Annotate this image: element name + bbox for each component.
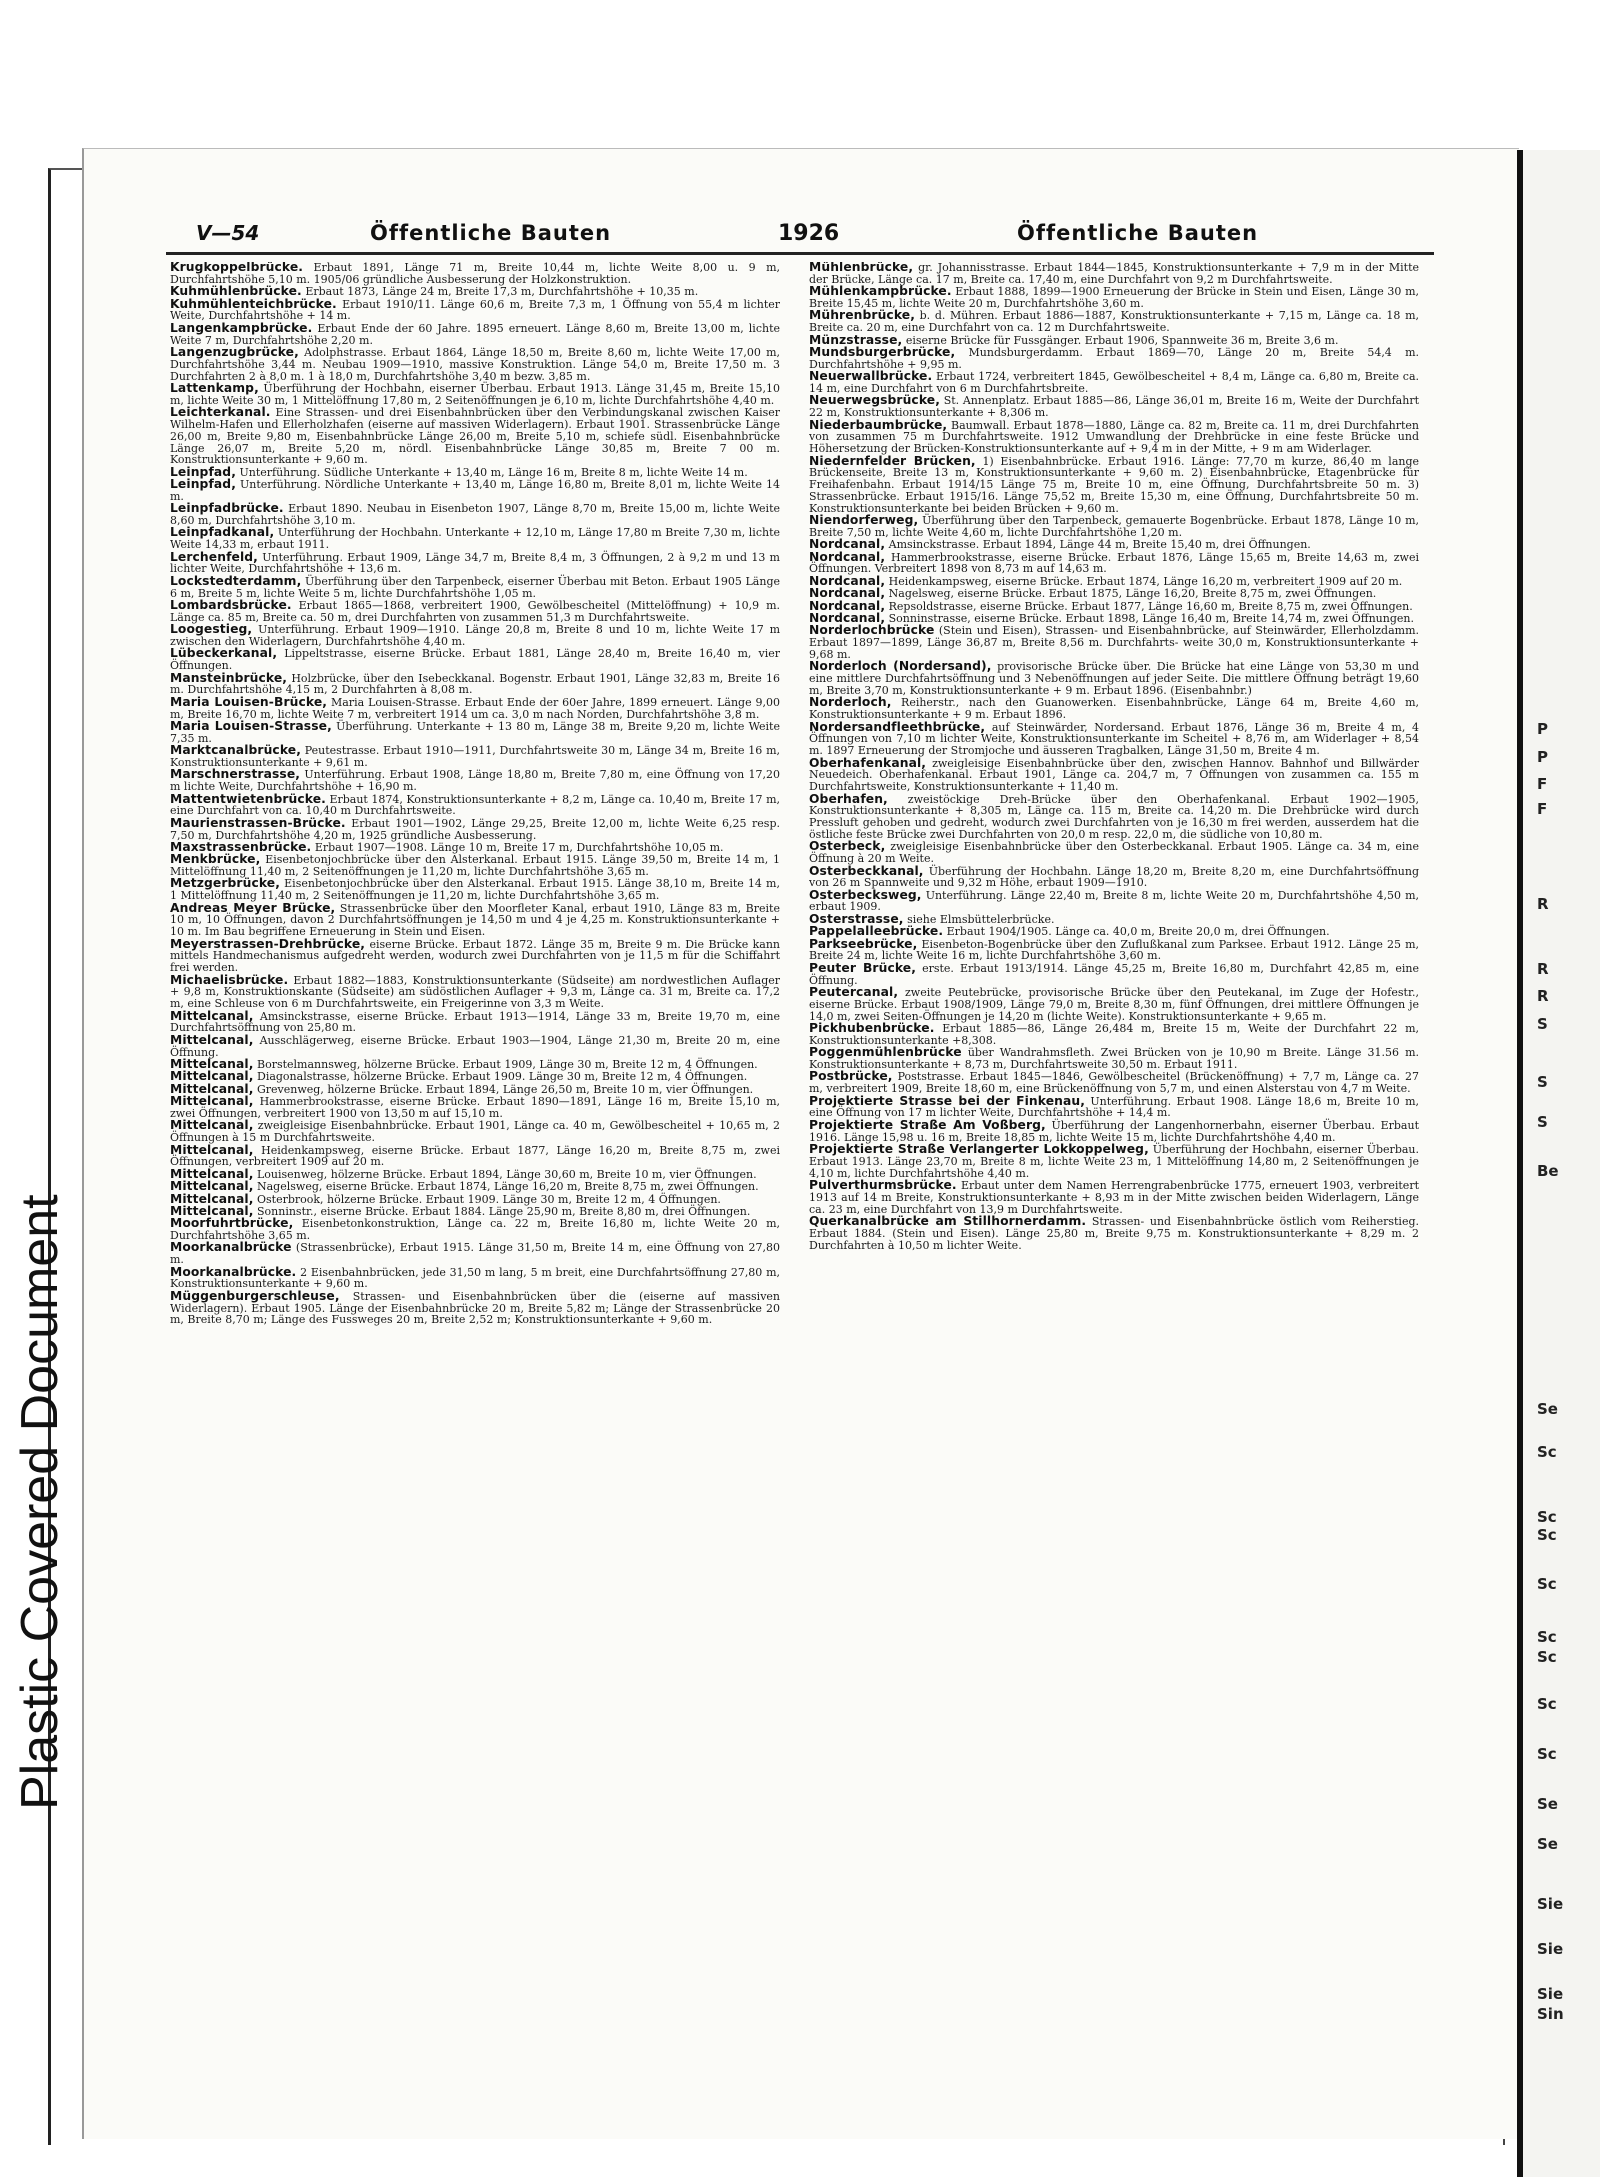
entry-text: Erbaut 1904/1905. Länge ca. 40,0 m, Breite 20,0 m, drei Öffnungen. [946,925,1330,939]
edge-letter: F [1537,775,1548,793]
entry-headword: Poggenmühlenbrücke [809,1045,962,1060]
edge-letter: F [1537,800,1548,818]
entry-text: Diagonalstrasse, hölzerne Brücke. Erbaut 1909. Länge 30 m, Breite 12 m, 4 Öffnungen. [257,1070,748,1084]
entry-headword: Leinpfadkanal, [170,525,275,540]
entry-text: über Wandrahmsfleth. Zwei Brücken von je 10,90 m Breite. Länge 31.56 m. Konstruktionsunterkante + 8,73 m, Durchfahrtsweite 30,50 m. Erbaut 1911. [809,1046,1419,1071]
entry [170,573,780,600]
entry-headword: Mühlenkampbrücke. [809,284,952,299]
entry-text: Maria Louisen-Strasse. Erbaut Ende der 60er Jahre, 1899 erneuert. Länge 9,00 m, Breite 16,70 m, lichte Weite 7 m, verbreitert 1914 um ca. 3,0 m nach Norden, Durchfahrtshöhe 3,8 m. [170,695,780,721]
entry-text: erste. Erbaut 1913/1914. Länge 45,25 m, Breite 16,80 m, Durchfahrt 42,85 m, eine Öffnung. [809,961,1419,987]
entry-headword: Oberhafenkanal, [809,755,927,770]
entry [809,1093,1419,1120]
entry-text: zweigleisige Eisenbahnbrücke über den Osterbeckkanal. Erbaut 1905. Länge ca. 34 m, eine Öffnung à 20 m Weite. [809,840,1419,866]
entry [170,503,780,527]
entry-text: Überführung über den Tarpenbeck, gemauerte Bogenbrücke. Erbaut 1878, Länge 10 m, Breite 7,50 m, lichte Weite 4,60 m, lichte Durchfahrtshöhe 1,20 m. [809,514,1419,539]
entry-text: Erbaut 1891, Länge 71 m, Breite 10,44 m, lichte Weite 8,00 u. 9 m, Durchfahrtshöhe 5,10 m. 1905/06 gründliche Ausbesserung der Holzkonstruktion. [170,262,780,286]
entry-headword: Mittelcanal, [170,1032,254,1047]
entry-headword: Nordersandfleethbrücke, [809,719,986,734]
entry [809,417,1419,456]
entry-headword: Osterstrasse, [809,911,904,926]
entry-text: Hammerbrookstrasse, eiserne Brücke. Erbaut 1890—1891, Länge 16 m, Breite 15,10 m, zwei Öffnungen, verbreitert 1900 von 13,50 m auf 15,10 m. [170,1095,780,1120]
entry [170,527,780,551]
entry-text: Amsinckstrasse. Erbaut 1894, Länge 44 m, Breite 15,40 m, drei Öffnungen. [888,538,1311,552]
entry [170,745,780,769]
entry-text: Erbaut 1907—1908. Länge 10 m, Breite 17 m, Durchfahrtshöhe 10,05 m. [314,840,724,854]
entry [170,854,780,878]
entry [170,296,780,323]
entry [809,987,1419,1022]
entry-headword: Leinpfad, [170,477,236,492]
entry-text: Amsinckstrasse, eiserne Brücke. Erbaut 1913—1914, Länge 33 m, Breite 19,70 m, eine Durchfahrtsöffnung von 25,80 m. [170,1009,780,1035]
entry-text: eiserne Brücke für Fussgänger. Erbaut 1906, Spannweite 36 m, Breite 3,6 m. [905,333,1339,347]
entry [170,1191,780,1206]
header-year: 1926 [778,221,840,246]
entry-text: Heidenkampsweg, eiserne Brücke. Erbaut 1874, Länge 16,20 m, verbreitert 1909 auf 20 m. [888,574,1403,588]
entry-headword: Müggenburgerschleuse, [170,1288,340,1303]
entry-text: (Strassenbrücke), Erbaut 1915. Länge 31,50 m, Breite 14 m, eine Öffnung von 27,80 m. [170,1241,780,1267]
entry-text: provisorische Brücke über. Die Brücke hat eine Länge von 53,30 m und eine mittlere Durchfahrtsöffnung und 3 Nebenöffnungen auf jeder Seite. Die mittlere Öffnung beträgt 19,60 m, Breite 3,70 m, Konstruktionsunterkante + 9 m. Erbaut 1896. (Eisenbahnbr.) [809,660,1419,697]
entry-text: Grevenweg, hölzerne Brücke. Erbaut 1894, Länge 26,50 m, Breite 10 m, vier Öffnungen. [257,1082,754,1096]
entry-text: Nagelsweg, eiserne Brücke. Erbaut 1875, Länge 16,20, Breite 8,75 m, zwei Öffnungen. [888,587,1377,601]
entry-headword: Maria Louisen-Strasse, [170,718,332,733]
entry-headword: Pulverthurmsbrücke. [809,1177,957,1192]
entry [809,1023,1419,1047]
entry-text: Nagelsweg, eiserne Brücke. Erbaut 1874, Länge 16,20 m, Breite 8,75 m, zwei Öffnungen. [257,1180,759,1194]
entry-text: Erbaut 1882—1883, Konstruktionsunterkante (Südseite) am nordwestlichen Auflager + 9,8 m, Konstruktionskante (Südseite) am südöstlichen Auflager + 9,3 m, Länge ca. 31 m, Breite ca. 17,2 m, eine Schleuse von 6 m Durchfahrtsweite, ein Freigerinne von 3,3 m Weite. [170,973,780,1011]
entry-headword: Nordcanal, [809,549,886,564]
entry-text: Louisenweg, hölzerne Brücke. Erbaut 1894, Länge 30,60 m, Breite 10 m, vier Öffnungen. [257,1167,757,1181]
entry-headword: Mittelcanal, [170,1094,254,1109]
entry [170,1120,780,1144]
adjacent-page-edge [1517,150,1600,2177]
entry [809,841,1419,865]
entry-headword: Nordcanal, [809,598,886,613]
entry-text: b. d. Mühren. Erbaut 1886—1887, Konstruktionsunterkante + 7,15 m, Länge ca. 18 m, Breite ca. 20 m, eine Durchfahrt von ca. 12 m Durchfahrtsweite. [809,309,1419,335]
edge-letter: Sc [1537,1648,1557,1666]
entry-text: eiserne Brücke. Erbaut 1872. Länge 35 m, Breite 9 m. Die Brücke kann mittels Handmechanismus aufgedreht werden, wodurch zwei Durchfahrten von je 11,5 m für die Schiffahrt frei werden. [170,937,780,975]
entry [809,453,1419,515]
entry-text: Überführung der Hochbahn, eiserner Überbau. Erbaut 1913. Länge 23,70 m, Breite 8 m, lichte Weite 23 m, 1 Mittelöffnung 14,80 m, 2 Seitenöffnungen je 4,10 m, lichte Durchfahrtshöhe 4,40 m. [809,1142,1419,1180]
entry-text: Erbaut 1888, 1899—1900 Erneuerung der Brücke in Stein und Eisen, Länge 30 m, Breite 15,45 m, lichte Weite 20 m, Durchfahrtshöhe 3,60 m. [809,285,1419,310]
entry-headword: Moorfuhrtbrücke, [170,1216,294,1231]
entry-text: zweigleisige Eisenbahnbrücke über den, zwischen Hannov. Bahnhof und Billwärder Neuedeich. Oberhafenkanal. Erbaut 1901, Länge ca. 204,7 m, 7 Öffnungen von zusammen ca. 155 m Durchfahrtsweite, Konstruktionsunterkante + 11,40 m. [809,756,1419,794]
edge-letter: R [1537,960,1549,978]
entry [170,1142,780,1169]
entry [170,464,780,479]
entry [170,549,780,576]
entry-headword: Lübeckerkanal, [170,646,278,661]
entry-text: Erbaut Ende der 60 Jahre. 1895 erneuert. Länge 8,60 m, Breite 13,00 m, lichte Weite 7 m, Durchfahrtshöhe 2,20 m. [170,321,780,347]
entry-text: Sonninstrasse, eiserne Brücke. Erbaut 1898, Länge 16,40 m, Breite 14,74 m, zwei Öffnungen. [888,612,1414,626]
edge-letter: P [1537,748,1548,766]
entry-text: Strassen- und Eisenbahnbrücken über die (eiserne auf massiven Widerlagern). Erbaut 1905. Länge der Eisenbahnbrücke 20 m, Breite 5,82 m; Länge der Strassenbrücke 20 m, Breite 8,70 m; Länge des Fussweges 20 m, Breite 2,52 m; Konstruktionsunterkante + 9,60 m. [170,1289,780,1327]
entry-text: Eisenbetonjochbrücke über den Alsterkanal. Erbaut 1915. Länge 38,10 m, Breite 14 m, 1 Mittelöffnung 11,40 m, 2 Seitenöffnungen je 11,20 m, lichte Durchfahrtshöhe 3,65 m. [170,877,780,903]
entry-text: Lippeltstrasse, eiserne Brücke. Erbaut 1881, Länge 28,40 m, Breite 16,40 m, vier Öffnungen. [170,647,780,673]
entry [170,1242,780,1266]
entry-headword: Mittelcanal, [170,1203,254,1218]
entry-headword: Mittelcanal, [170,1118,254,1133]
entry-text: Unterführung. Länge 22,40 m, Breite 8 m, lichte Weite 20 m, Durchfahrtshöhe 4,50 m, erbaut 1909. [809,888,1419,914]
entry-headword: Andreas Meyer Brücke, [170,900,336,915]
entry [170,769,780,793]
entry-text: Unterführung. Nördliche Unterkante + 13,40 m, Länge 16,80 m, Breite 8,01 m, lichte Weite 14 m. [170,478,780,503]
entry-text: Überführung der Hochbahn, eiserner Überbau. Erbaut 1913. Länge 31,45 m, Breite 15,10 m, lichte Weite 30 m, 1 Mittelöffnung 17,80 m, 2 Seitenöffnungen je 6,10 m, lichte Durchfahrtshöhe 4,40 m. [170,381,780,407]
entry-headword: Norderlochbrücke [809,623,935,638]
entry-text: Hammerbrookstrasse, eiserne Brücke. Erbaut 1876, Länge 15,65 m, Breite 14,63 m, zwei Öffnungen. Verbreitert 1898 von 8,73 m auf 14,63 m. [809,550,1419,576]
entry-text: Unterführung. Erbaut 1909—1910. Länge 20,8 m, Breite 8 und 10 m, lichte Weite 17 m zwischen den Widerlagern, Durchfahrtshöhe 4,40 m. [170,623,780,649]
edge-letter: Se [1537,1835,1558,1853]
entry-text: Osterbrook, hölzerne Brücke. Erbaut 1909. Länge 30 m, Breite 12 m, 4 Öffnungen. [257,1192,721,1206]
edge-letter: Se [1537,1795,1558,1813]
entry-headword: Leinpfad, [170,464,236,479]
entry [809,863,1419,890]
entry-headword: Niendorferweg, [809,513,919,528]
right-column [809,262,1419,2102]
entry [809,661,1419,696]
entry-headword: Nordcanal, [809,586,886,601]
edge-letter: R [1537,895,1549,913]
entry-headword: Meyerstrassen-Drehbrücke, [170,936,366,951]
entry [170,878,780,902]
entry [170,972,780,1011]
entry-text: Erbaut 1890. Neubau in Eisenbeton 1907, Länge 8,70 m, Breite 15,00 m, lichte Weite 8,60 m, Durchfahrtshöhe 3,10 m. [170,502,780,528]
entry-headword: Maurienstrassen-Brücke. [170,815,346,830]
entry [809,936,1419,963]
entry-text: Sonninstr., eiserne Brücke. Erbaut 1884. Länge 25,90 m, Breite 8,80 m, drei Öffnungen. [257,1204,751,1218]
edge-letter: Sc [1537,1745,1557,1763]
entry-text: Erbaut 1873, Länge 24 m, Breite 17,3 m, Durchfahrtshöhe + 10,35 m. [305,285,699,299]
entry-headword: Lattenkamp, [170,380,259,395]
edge-letter: Sc [1537,1508,1557,1526]
entry-headword: Kuhmühlenteichbrücke. [170,296,337,311]
entry-headword: Parkseebrücke, [809,936,918,951]
entry-text: Strassen- und Eisenbahnbrücke östlich vom Reiherstieg. Erbaut 1884. (Stein und Eisen). Länge 25,80 m, Breite 9,75 m. Konstruktionsunterkante + 8,29 m. 2 Durchfahrten à 10,50 m lichter Weite. [809,1214,1419,1252]
edge-letter: Be [1537,1162,1559,1180]
entry-text: Holzbrücke, über den Isebeckkanal. Bogenstr. Erbaut 1901, Länge 32,83 m, Breite 16 m. Durchfahrtshöhe 4,15 m, 2 Durchfahrten à 8,08 m. [170,671,780,697]
entry-headword: Lockstedterdamm, [170,573,302,588]
entry [170,1032,780,1059]
entry [170,1166,780,1181]
entry-headword: Oberhafen, [809,791,888,806]
entry-headword: Leichterkanal. [170,405,271,420]
entry-text: Überführung der Hochbahn. Länge 18,20 m, Breite 8,20 m, eine Durchfahrtsöffnung von 26 m Spannweite und 9,32 m Höhe, erbaut 1909—1910. [809,864,1419,890]
header-rule [166,252,1434,255]
entry-text: Borstelmannsweg, hölzerne Brücke. Erbaut 1909, Länge 30 m, Breite 12 m, 4 Öffnungen. [257,1058,758,1071]
page-header [196,221,1422,253]
entry [809,1071,1419,1095]
entry [170,380,780,407]
entry-headword: Pappelalleebrücke. [809,924,944,939]
entry [170,320,780,347]
header-title-left: Öffentliche Bauten [370,221,612,245]
entry-text: Erbaut unter dem Namen Herrengrabenbrücke 1775, erneuert 1903, verbreitert 1913 auf 14 m Breite, Konstruktionsunterkante + 8,93 m in der Mitte zwischen beiden Widerlagern, Länge ca. 23 m, eine Durchfahrt von 13,9 m Durchfahrtsweite. [809,1178,1419,1216]
entry-headword: Neuerwallbrücke. [809,369,933,384]
entry-text: Eisenbetonjochbrücke über den Alsterkanal. Erbaut 1915. Länge 39,50 m, Breite 14 m, 1 Mittelöffnung 11,40 m, 2 Seitenöffnungen je 11,20 m, lichte Durchfahrtshöhe 3,65 m. [170,853,780,879]
entry-headword: Mittelcanal, [170,1057,254,1071]
entry-headword: Lerchenfeld, [170,549,258,564]
entry-headword: Niederbaumbrücke, [809,417,948,432]
entry-headword: Projektierte Straße Am Voßberg, [809,1117,1046,1132]
entry-text: Baumwall. Erbaut 1878—1880, Länge ca. 82 m, Breite ca. 11 m, drei Durchfahrten von zusammen 75 m Durchfahrtsweite. 1912 Umwandlung der Drehbrücke in eine feste Brücke und Höhersetzung der Brücken-Konstruktionsunterkante auf + 9,4 m in der Mitte, + 9 m am Widerlager. [809,418,1419,456]
entry [809,697,1419,721]
entry-headword: Leinpfadbrücke. [170,501,284,516]
edge-letter: S [1537,1113,1548,1131]
entry [809,887,1419,914]
entry-headword: Kuhmühlenbrücke. [170,284,302,299]
entry [809,1213,1419,1252]
entry-text: Adolphstrasse. Erbaut 1864, Länge 18,50 m, Breite 8,60 m, lichte Weite 17,00 m, Durchfahrtshöhe 3,44 m. Neubau 1909—1910, massive Konstruktion. Länge 54,0 m, Breite 17,50 m. 3 Durchfahrten 2 à 8,0 m. 1 à 18,0 m, Durchfahrtshöhe 3,40 m bezw. 3,85 m. [170,345,780,383]
entry-text: zweigleisige Eisenbahnbrücke. Erbaut 1901, Länge ca. 40 m, Gewölbescheitel + 10,65 m, 2 Öffnungen à 15 m Durchfahrtsweite. [170,1119,780,1145]
edge-letter: Sin [1537,2005,1564,2023]
edge-letter: Sc [1537,1695,1557,1713]
entry-headword: Moorkanalbrücke [170,1240,292,1255]
entry-text: Ausschlägerweg, eiserne Brücke. Erbaut 1903—1904, Länge 21,30 m, Breite 20 m, eine Öffnung. [170,1033,780,1059]
entry-text: Heidenkampsweg, eiserne Brücke. Erbaut 1877, Länge 16,20 m, Breite 8,75 m, zwei Öffnungen, verbreitert 1909 auf 20 m. [170,1143,780,1169]
entry-text: Überführung der Langenhornerbahn, eiserner Überbau. Erbaut 1916. Länge 15,98 u. 16 m, Breite 18,85 m, lichte Weite 15 m, lichte Durchfahrtshöhe 4,40 m. [809,1118,1419,1144]
entry [170,694,780,721]
entry [170,479,780,503]
entry [809,286,1419,310]
entry [809,588,1419,600]
edge-letter: Sie [1537,1985,1564,2003]
entry [170,718,780,745]
entry [809,310,1419,334]
entry-text: Unterführung. Erbaut 1908, Länge 18,80 m, Breite 7,80 m, eine Öffnung von 17,20 m lichte Weite, Durchfahrtshöhe + 16,90 m. [170,768,780,794]
entry [809,1047,1419,1071]
entry-headword: Peuter Brücke, [809,960,916,975]
edge-letter: S [1537,1073,1548,1091]
entry-headword: Pickhubenbrücke. [809,1021,935,1036]
entry-headword: Lombardsbrücke. [170,598,292,613]
entry-headword: Querkanalbrücke am Stillhornerdamm. [809,1213,1087,1228]
entry-text: 1) Eisenbahnbrücke. Erbaut 1916. Länge: 77,70 m kurze, 86,40 m lange Brückenseite, Breite 13 m, Konstruktionsunterkante + 9,60 m. 2) Eisenbahnbrücke, Etagenbrücke für Freihafenbahn. Erbaut 1914/15 Länge 75 m, Breite 10 m, eine Öffnung, Durchfahrtsbreite 50 m. 3) Strassenbrücke. Erbaut 1915/16. Länge 75,52 m, Breite 15,30 m, eine Öffnung, Durchfahrtsbreite 50 m. Konstruktionsunterkante bei beiden Brücken + 9,60 m. [809,454,1419,515]
entry [809,515,1419,539]
edge-letter: Sc [1537,1575,1557,1593]
entry-text: siehe Elmsbüttelerbrücke. [907,912,1055,926]
entry-headword: Peutercanal, [809,985,899,1000]
entry [170,600,780,624]
left-column [170,262,780,2102]
entry [809,262,1419,286]
entry-text: gr. Johannisstrasse. Erbaut 1844—1845, Konstruktionsunterkante + 7,9 m in der Mitte der Brücke, Länge ca. 17 m, Breite ca. 17,40 m, eine Durchfahrt von 9,2 m Durchfahrtsweite. [809,262,1419,286]
page-number: V—54 [196,221,260,245]
entry-headword: Mittelcanal, [170,1142,254,1157]
entry [170,1081,780,1096]
entry [170,900,780,939]
entry [809,539,1419,551]
entry-text: Erbaut 1865—1868, verbreitert 1900, Gewölbescheitel (Mittelöffnung) + 10,9 m. Länge ca. 85 m, Breite ca. 50 m, drei Durchfahrten von zusammen 51,3 m Durchfahrtsweite. [170,599,780,624]
entry [809,598,1419,613]
entry-headword: Mühlenbrücke, [809,262,914,274]
entry [809,371,1419,395]
entry-headword: Nordcanal, [809,537,886,552]
entry-text: Peutestrasse. Erbaut 1910—1911, Durchfahrtsweite 30 m, Länge 34 m, Breite 16 m, Konstruktionsunterkante + 9,61 m. [170,744,780,769]
entry [809,719,1419,758]
entry-text: Erbaut 1901—1902, Länge 29,25, Breite 12,00 m, lichte Weite 6,25 resp. 7,50 m, Durchfahrtshöhe 4,20 m, 1925 gründliche Ausbesserung. [170,816,780,842]
entry-headword: Münzstrasse, [809,332,903,347]
entry-headword: Marschnerstrasse, [170,767,301,782]
edge-letter: Se [1537,1400,1558,1418]
entry-headword: Mittelcanal, [170,1081,254,1096]
entry-headword: Marktcanalbrücke, [170,743,301,758]
entry-text: Erbaut 1885—86, Länge 26,484 m, Breite 15 m, Weite der Durchfahrt 22 m, Konstruktionsunterkante +8,308. [809,1022,1419,1047]
entry-text: Mundsburgerdamm. Erbaut 1869—70, Länge 20 m, Breite 54,4 m. Durchfahrtshöhe + 9,95 m. [809,345,1419,371]
entry [170,1008,780,1035]
entry-headword: Maria Louisen-Brücke, [170,694,328,709]
entry-headword: Mittelcanal, [170,1179,254,1194]
entry-headword: Mundsburgerbrücke, [809,344,956,359]
entry-headword: Mittelcanal, [170,1166,254,1181]
entry-text: 2 Eisenbahnbrücken, jede 31,50 m lang, 5 m breit, eine Durchfahrtsöffnung 27,80 m, Konstruktionsunterkante + 9,60 m. [170,1265,780,1291]
entry-headword: Nordcanal, [809,611,886,626]
entry-text: Unterführung der Hochbahn. Unterkante + 12,10 m, Länge 17,80 m Breite 7,30 m, lichte Weite 14,33 m, erbaut 1911. [170,526,780,552]
entry-text: Überführung. Unterkante + 13 80 m, Länge 38 m, Breite 9,20 m, lichte Weite 7,35 m. [170,719,780,745]
entry-headword: Niedernfelder Brücken, [809,453,976,468]
entry-headword: Michaelisbrücke. [170,972,289,987]
entry [809,549,1419,576]
edge-letter: P [1537,720,1548,738]
entry [170,1096,780,1120]
entry-headword: Projektierte Strasse bei der Finkenau, [809,1093,1086,1108]
entry [170,670,780,697]
edge-letter: Sc [1537,1628,1557,1646]
entry-headword: Metzgerbrücke, [170,876,280,891]
entry-text: auf Steinwärder, Nordersand. Erbaut 1876, Länge 36 m, Breite 4 m, 4 Öffnungen von 7,10 m lichter Weite, Konstruktionsunterkante im Scheitel + 8,76 m, am Widerlager + 8,54 m. 1897 Erneuerung der Stromjoche und äusseren Tragbalken, Länge 31,50 m, Breite 4 m. [809,720,1419,758]
edge-letter: S [1537,1015,1548,1033]
entry [170,344,780,383]
entry-headword: Postbrücke, [809,1069,893,1084]
edge-letter: Sie [1537,1895,1564,1913]
entry-text: Unterführung. Erbaut 1908. Länge 18,6 m, Breite 10 m, eine Öffnung von 17 m lichter Weite, Durchfahrtshöhe + 14,4 m. [809,1094,1419,1120]
entry [809,791,1419,841]
edge-letter: Sie [1537,1940,1564,1958]
entry-headword: Mittelcanal, [170,1069,254,1084]
entry [809,344,1419,371]
side-label-text: Plastic Covered Document [11,1194,69,1810]
entry [809,573,1419,588]
entry-headword: Moorkanalbrücke. [170,1264,297,1279]
entry [809,960,1419,987]
entry [809,1141,1419,1180]
entry-text: Erbaut 1874, Konstruktionsunterkante + 8,2 m, Länge ca. 10,40 m, Breite 17 m, eine Durchfahrt von ca. 10,40 m Durchfahrtsweite. [170,792,780,818]
entry-headword: Langenzugbrücke, [170,344,299,359]
entry-headword: Osterbeckkanal, [809,863,924,878]
entry-headword: Osterbecksweg, [809,887,922,902]
entry-headword: Loogestieg, [170,622,253,637]
entry-text: zweite Peutebrücke, provisorische Brücke über den Peutekanal, im Zuge der Hofestr., eiserne Brücke. Erbaut 1908/1909, Länge 79,0 m, Breite 8,30 m, fünf Öffnungen, drei mittlere Öffnungen je 14,0 m, zwei Seiten-Öffnungen je 14,20 m (lichte Weite). Konstruktionsunterkante + 9,65 m. [809,986,1419,1023]
edge-letter: Sc [1537,1443,1557,1461]
entry [170,648,780,672]
entry [809,1177,1419,1216]
entry [809,1117,1419,1144]
header-title-right: Öffentliche Bauten [1017,221,1259,245]
entry-headword: Mührenbrücke, [809,308,915,323]
entry-headword: Nordcanal, [809,573,886,588]
entry-text: Unterführung. Südliche Unterkante + 13,40 m, Länge 16 m, Breite 8 m, lichte Weite 14 m. [239,465,748,479]
entry-headword: Mattentwietenbrücke. [170,791,326,806]
entry-text: (Stein und Eisen), Strassen- und Eisenbahnbrücke, auf Steinwärder, Ellerholzdamm. Erbaut 1897—1899, Länge 36,87 m, Breite 8,56 m. Durchfahrts- weite 30,0 m, Konstruktionsunterkante + 9,68 m. [809,624,1419,661]
entry-headword: Osterbeck, [809,839,886,854]
entry-headword: Neuerwegsbrücke, [809,393,940,408]
entry [170,791,780,818]
entry-headword: Projektierte Straße Verlangerter Lokkoppelweg, [809,1141,1149,1156]
entry [170,815,780,842]
entry-text: Poststrasse. Erbaut 1845—1846, Gewölbescheitel (Brückenöffnung) + 7,7 m, Länge ca. 27 m, verbreitert 1909, Breite 18,60 m, eine Brückenöffnung von 5,7 m, und einen Alsterstau von 4,7 m Weite. [809,1070,1419,1096]
entry [170,1181,780,1193]
side-label [10,1150,70,1810]
entry-headword: Norderloch, [809,695,892,710]
entry-headword: Maxstrassenbrücke. [170,839,312,854]
entry-text: St. Annenplatz. Erbaut 1885—86, Länge 36,01 m, Breite 16 m, Weite der Durchfahrt 22 m, Konstruktionsunterkante + 8,306 m. [809,394,1419,420]
entry-text: Reiherstr., nach den Guanowerken. Eisenbahnbrücke, Länge 64 m, Breite 4,60 m, Konstruktionsunterkante + 9 m. Erbaut 1896. [809,696,1419,722]
entry [809,625,1419,660]
entry [170,262,780,286]
edge-letter: Sc [1537,1526,1557,1544]
entry [170,936,780,975]
entry [170,407,780,466]
entry-text: Eisenbetonkonstruktion, Länge ca. 22 m, Breite 16,80 m, lichte Weite 20 m, Durchfahrtshöhe 3,65 m. [170,1217,780,1243]
entry-headword: Menkbrücke, [170,852,261,867]
entry-text: Erbaut 1724, verbreitert 1845, Gewölbescheitel + 8,4 m, Länge ca. 6,80 m, Breite ca. 14 m, eine Durchfahrt von 6 m Durchfahrtsbreite. [809,370,1419,395]
entry [170,1288,780,1327]
entry [170,624,780,648]
entry-text: Eisenbeton-Bogenbrücke über den Zuflußkanal zum Parksee. Erbaut 1912. Länge 25 m, Breite 24 m, lichte Weite 16 m, lichte Durchfahrtshöhe 3,60 m. [809,937,1419,963]
entry-headword: Mansteinbrücke, [170,670,288,685]
entry-text: Repsoldstrasse, eiserne Brücke. Erbaut 1877, Länge 16,60 m, Breite 8,75 m, zwei Öffnungen. [888,599,1413,613]
entry-text: Unterführung. Erbaut 1909, Länge 34,7 m, Breite 8,4 m, 3 Öffnungen, 2 à 9,2 m und 13 m lichter Weite, Durchfahrtshöhe + 13,6 m. [170,550,780,576]
entry-text: zweistöckige Dreh-Brücke über den Oberhafenkanal. Erbaut 1902—1905, Konstruktionsunterkante + 8,305 m, Länge ca. 115 m, Breite ca. 14,20 m. Die Drehbrücke wird durch Pressluft gehoben und gedreht, wodurch zwei Durchfahrten von je 16,30 m frei werden, ausserdem hat die östliche feste Brücke zwei Durchfahrten von 20,0 m resp. 22,0 m, die südliche von 10,80 m. [809,792,1419,841]
entry [170,1264,780,1291]
entry [170,1071,780,1083]
edge-letter: R [1537,987,1549,1005]
entry-text: Strassenbrücke über den Moorfleter Kanal, erbaut 1910, Länge 83 m, Breite 10 m, 10 Öffnungen, davon 2 Durchfahrtsöffnungen je 14,50 m und 4 je 4,25 m. Konstruktionsunterkante + 10 m. Im Bau begriffene Erneuerung in Stein und Eisen. [170,901,780,939]
entry [809,755,1419,794]
entry-headword: Norderloch (Nordersand), [809,659,992,674]
entry-headword: Krugkoppelbrücke. [170,262,304,274]
entry [170,1218,780,1242]
entry-text: Erbaut 1910/11. Länge 60,6 m, Breite 7,3 m, 1 Öffnung von 55,4 m lichter Weite, Durchfahrtshöhe + 14 m. [170,297,780,323]
entry-headword: Langenkampbrücke. [170,320,313,335]
entry-headword: Mittelcanal, [170,1191,254,1206]
entry-text: Überführung über den Tarpenbeck, eiserner Überbau mit Beton. Erbaut 1905 Länge 6 m, Breite 5 m, lichte Weite 5 m, lichte Durchfahrtshöhe 1,05 m. [170,574,780,600]
entry [809,395,1419,419]
entry [170,839,780,854]
entry-headword: Mittelcanal, [170,1008,254,1023]
entry-text: Eine Strassen- und drei Eisenbahnbrücken über den Verbindungskanal zwischen Kaiser Wilhelm-Hafen und Ellerholzhafen (eiserne auf massiven Widerlagern). Erbaut 1901. Strassenbrücke Länge 26,00 m, Breite 9,80 m, Eisenbahnbrücke Länge 26,00 m, Breite 5,10 m, schiefe südl. Eisenbahnbrücke Länge 26,07 m, Breite 5,20 m, nördl. Eisenbahnbrücke Länge 30,85 m, Breite 7 00 m. Konstruktionsunterkante + 9,60 m. [170,406,780,467]
